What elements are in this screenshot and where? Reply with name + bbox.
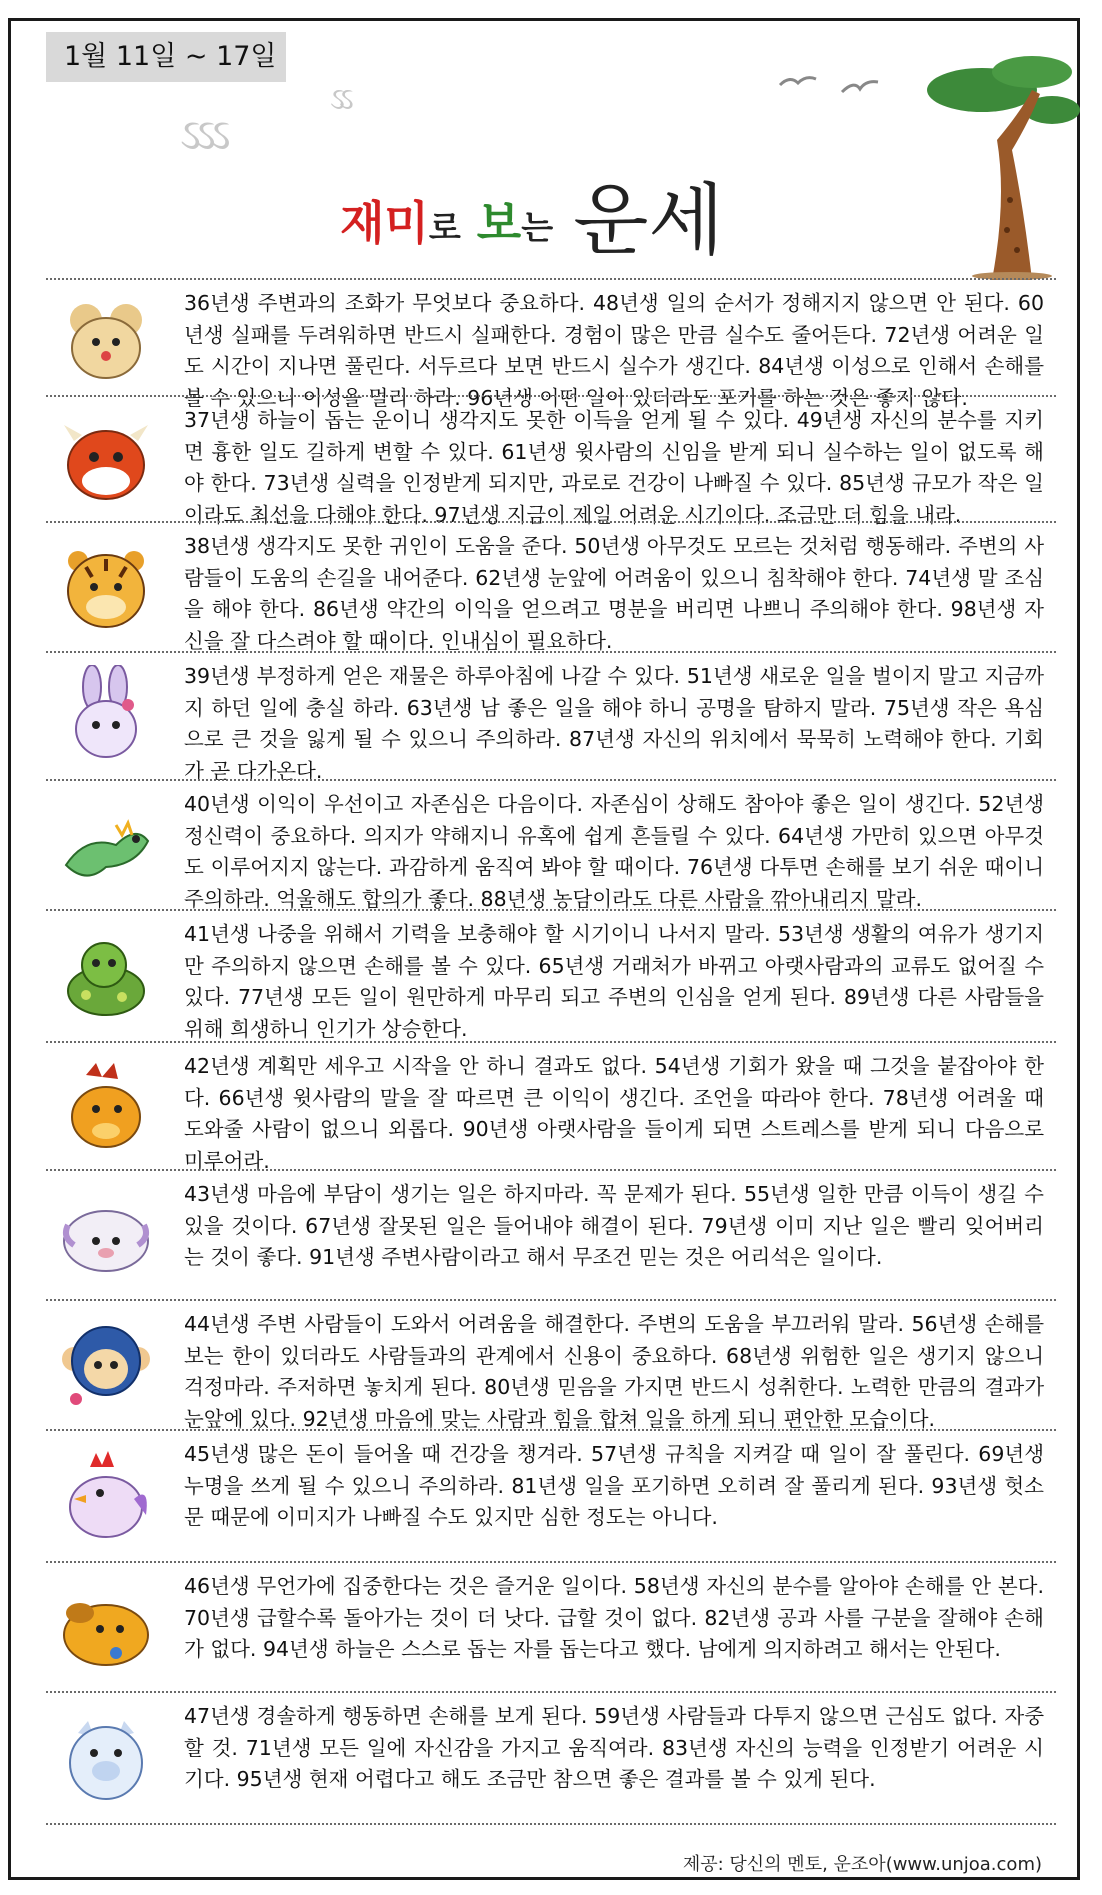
fortune-text: 43년생 마음에 부담이 생기는 일은 하지마라. 꼭 문제가 된다. 55년생 일한 만큼 이득이 생길 수 있을 것이다. 67년생 잘못된 일은 들어내야 해결이 된다. 79년생 이미 지난 일은 빨리 잊어버리는 것이 좋다. 91년생 주변사람이라고 해서 무조건 믿는 것은 어리석은 일이다. [184,1182,1044,1269]
dragon-icon [56,795,156,895]
fortune-text: 41년생 나중을 위해서 기력을 보충해야 할 시기이니 나서지 말라. 53년생 생활의 여유가 생기지만 주의하지 않으면 손해를 볼 수 있다. 65년생 거래처가 바뀌고 아랫사람과의 교류도 없어질 수 있다. 77년생 모든 일이 원만하게 마무리 되고 주변의 인심을 얻게 된다. 89년생 다른 사람들을 위해 희생하니 인기가 상승한다. [184,922,1044,1041]
title-part: 는 [521,208,554,247]
bird-icon [835,80,885,94]
title-part: 재미 [340,196,429,250]
fortune-row [46,1041,1056,1173]
fortune-text: 36년생 주변과의 조화가 무엇보다 중요하다. 48년생 일의 순서가 정해지지 않으면 안 된다. 60년생 실패를 두려워하면 반드시 실패한다. 경험이 많은 만큼 실수도 줄어든다. 72년생 어려운 일도 시간이 지나면 풀린다. 서두르다 보면 반드시 실수가 생긴다. 84년생 이성으로 인해서 손해를 볼 수 있으니 이성을 멀리 하라. 96년생 어떤 일이 있더라도 포기를 하는 것은 좋지 않다. [184,291,1044,410]
fortune-row [46,651,1056,783]
monkey-icon [56,1315,156,1415]
title-part: 운세 [573,176,724,266]
pig-icon [56,1707,156,1807]
fortune-row [46,1299,1056,1429]
fortune-row [46,278,1056,410]
page-title [340,150,724,266]
title-part: 로 [428,208,461,247]
title-part: 보 [476,196,522,250]
fortune-text: 40년생 이익이 우선이고 자존심은 다음이다. 자존심이 상해도 참아야 좋은 일이 생긴다. 52년생 정신력이 중요하다. 의지가 약해지니 유혹에 쉽게 흔들릴 수 있다. 64년생 가만히 있으면 아무것도 이루어지지 않는다. 과감하게 움직여 봐야 할 때이다. 76년생 다투면 손해를 보기 쉬운 때이니 주의하라. 억울해도 합의가 좋다. 88년생 농담이라도 다른 사람을 깎아내리지 말라. [184,792,1044,911]
fortune-text: 47년생 경솔하게 행동하면 손해를 보게 된다. 59년생 사람들과 다투지 않으면 근심도 없다. 자중할 것. 71년생 모든 일에 자신감을 가지고 움직여라. 83년생 자신의 능력을 인정받기 어려운 시기다. 95년생 현재 어렵다고 해도 조금만 참으면 좋은 결과를 볼 수 있게 된다. [184,1704,1044,1791]
fortune-row [46,779,1056,909]
cloud-ornament-icon: ઽઽઽ [180,110,225,159]
fortune-row [46,1561,1056,1691]
fortune-text: 45년생 많은 돈이 들어올 때 건강을 챙겨라. 57년생 규칙을 지켜갈 때 일이 잘 풀린다. 69년생 누명을 쓰게 될 수 있으니 주의하라. 81년생 일을 포기하면 오히려 잘 풀리게 된다. 93년생 헛소문 때문에 이미지가 나빠질 수도 있지만 심한 정도는 아니다. [184,1442,1044,1529]
rabbit-icon [56,665,156,765]
rat-icon [56,290,156,390]
fortune-text: 42년생 계획만 세우고 시작을 안 하니 결과도 없다. 54년생 기회가 왔을 때 그것을 붙잡아야 한다. 66년생 윗사람의 말을 잘 따르면 큰 이익이 생긴다. 조언을 따라야 한다. 78년생 어려울 때 도와줄 사람이 없으니 외롭다. 90년생 아랫사람을 들이게 되면 스트레스를 받게 되니 다음으로 미루어라. [184,1054,1044,1173]
tiger-icon [56,537,156,637]
fortune-list [46,278,1056,1825]
horse-icon [56,1055,156,1155]
fortune-row [46,909,1056,1041]
fortune-text: 38년생 생각지도 못한 귀인이 도움을 준다. 50년생 아무것도 모르는 것처럼 행동해라. 주변의 사람들이 도움의 손길을 내어준다. 62년생 눈앞에 어려움이 있으니 침착해야 한다. 74년생 말 조심을 해야 한다. 86년생 약간의 이익을 얻으려고 명분을 버리면 나쁘니 주의해야 한다. 98년생 자신을 잘 다스려야 할 때이다. 인내심이 필요하다. [184,534,1044,653]
fortune-text: 37년생 하늘이 돕는 운이니 생각지도 못한 이득을 얻게 될 수 있다. 49년생 자신의 분수를 지키면 흉한 일도 길하게 변할 수 있다. 61년생 윗사람의 신임을 받게 되니 실수하는 일이 없도록 해야 한다. 73년생 실력을 인정받게 되지만, 과로로 건강이 나빠질 수 있다. 85년생 규모가 작은 일이라도 최선을 다해야 한다. 97년생 지금이 제일 어려운 시기이다. 조금만 더 힘을 내라. [184,408,1044,527]
dog-icon [56,1577,156,1677]
rooster-icon [56,1445,156,1545]
date-badge: 1월 11일 ~ 17일 [46,32,286,82]
fortune-row [46,1691,1056,1825]
sheep-icon [56,1185,156,1285]
pine-tree-icon [912,50,1082,280]
ox-icon [56,411,156,511]
fortune-row [46,1429,1056,1561]
cloud-ornament-icon: ઽઽ [330,82,348,117]
fortune-row [46,521,1056,651]
fortune-text: 39년생 부정하게 얻은 재물은 하루아침에 나갈 수 있다. 51년생 새로운 일을 벌이지 말고 지금까지 하던 일에 충실 하라. 63년생 남 좋은 일을 해야 하니 공명을 탐하지 말라. 75년생 작은 욕심으로 큰 것을 잃게 될 수 있으니 주의하라. 87년생 자신의 위치에서 묵묵히 노력해야 한다. 기회가 곧 다가온다. [184,664,1044,783]
fortune-row [46,1169,1056,1299]
fortune-text: 46년생 무언가에 집중한다는 것은 즐거운 일이다. 58년생 자신의 분수를 알아야 손해를 안 본다. 70년생 급할수록 돌아가는 것이 더 낫다. 급할 것이 없다. 82년생 공과 사를 구분을 잘해야 손해가 없다. 94년생 하늘은 스스로 돕는 자를 돕는다고 했다. 남에게 의지하려고 해서는 안된다. [184,1574,1044,1661]
fortune-text: 44년생 주변 사람들이 도와서 어려움을 해결한다. 주변의 도움을 부끄러워 말라. 56년생 손해를 보는 한이 있더라도 사람들과의 관계에서 신용이 중요하다. 68년생 위험한 일은 생기지 않으니 걱정마라. 주저하면 놓치게 된다. 80년생 믿음을 가지면 반드시 성취한다. 노력한 만큼의 결과가 눈앞에 있다. 92년생 마음에 맞는 사람과 힘을 합쳐 일을 하게 되니 편안한 모습이다. [184,1312,1044,1431]
source-credit: 제공: 당신의 멘토, 운조아(www.unjoa.com) [682,1854,1042,1875]
fortune-row [46,395,1056,527]
bird-icon [778,75,818,89]
snake-icon [56,925,156,1025]
